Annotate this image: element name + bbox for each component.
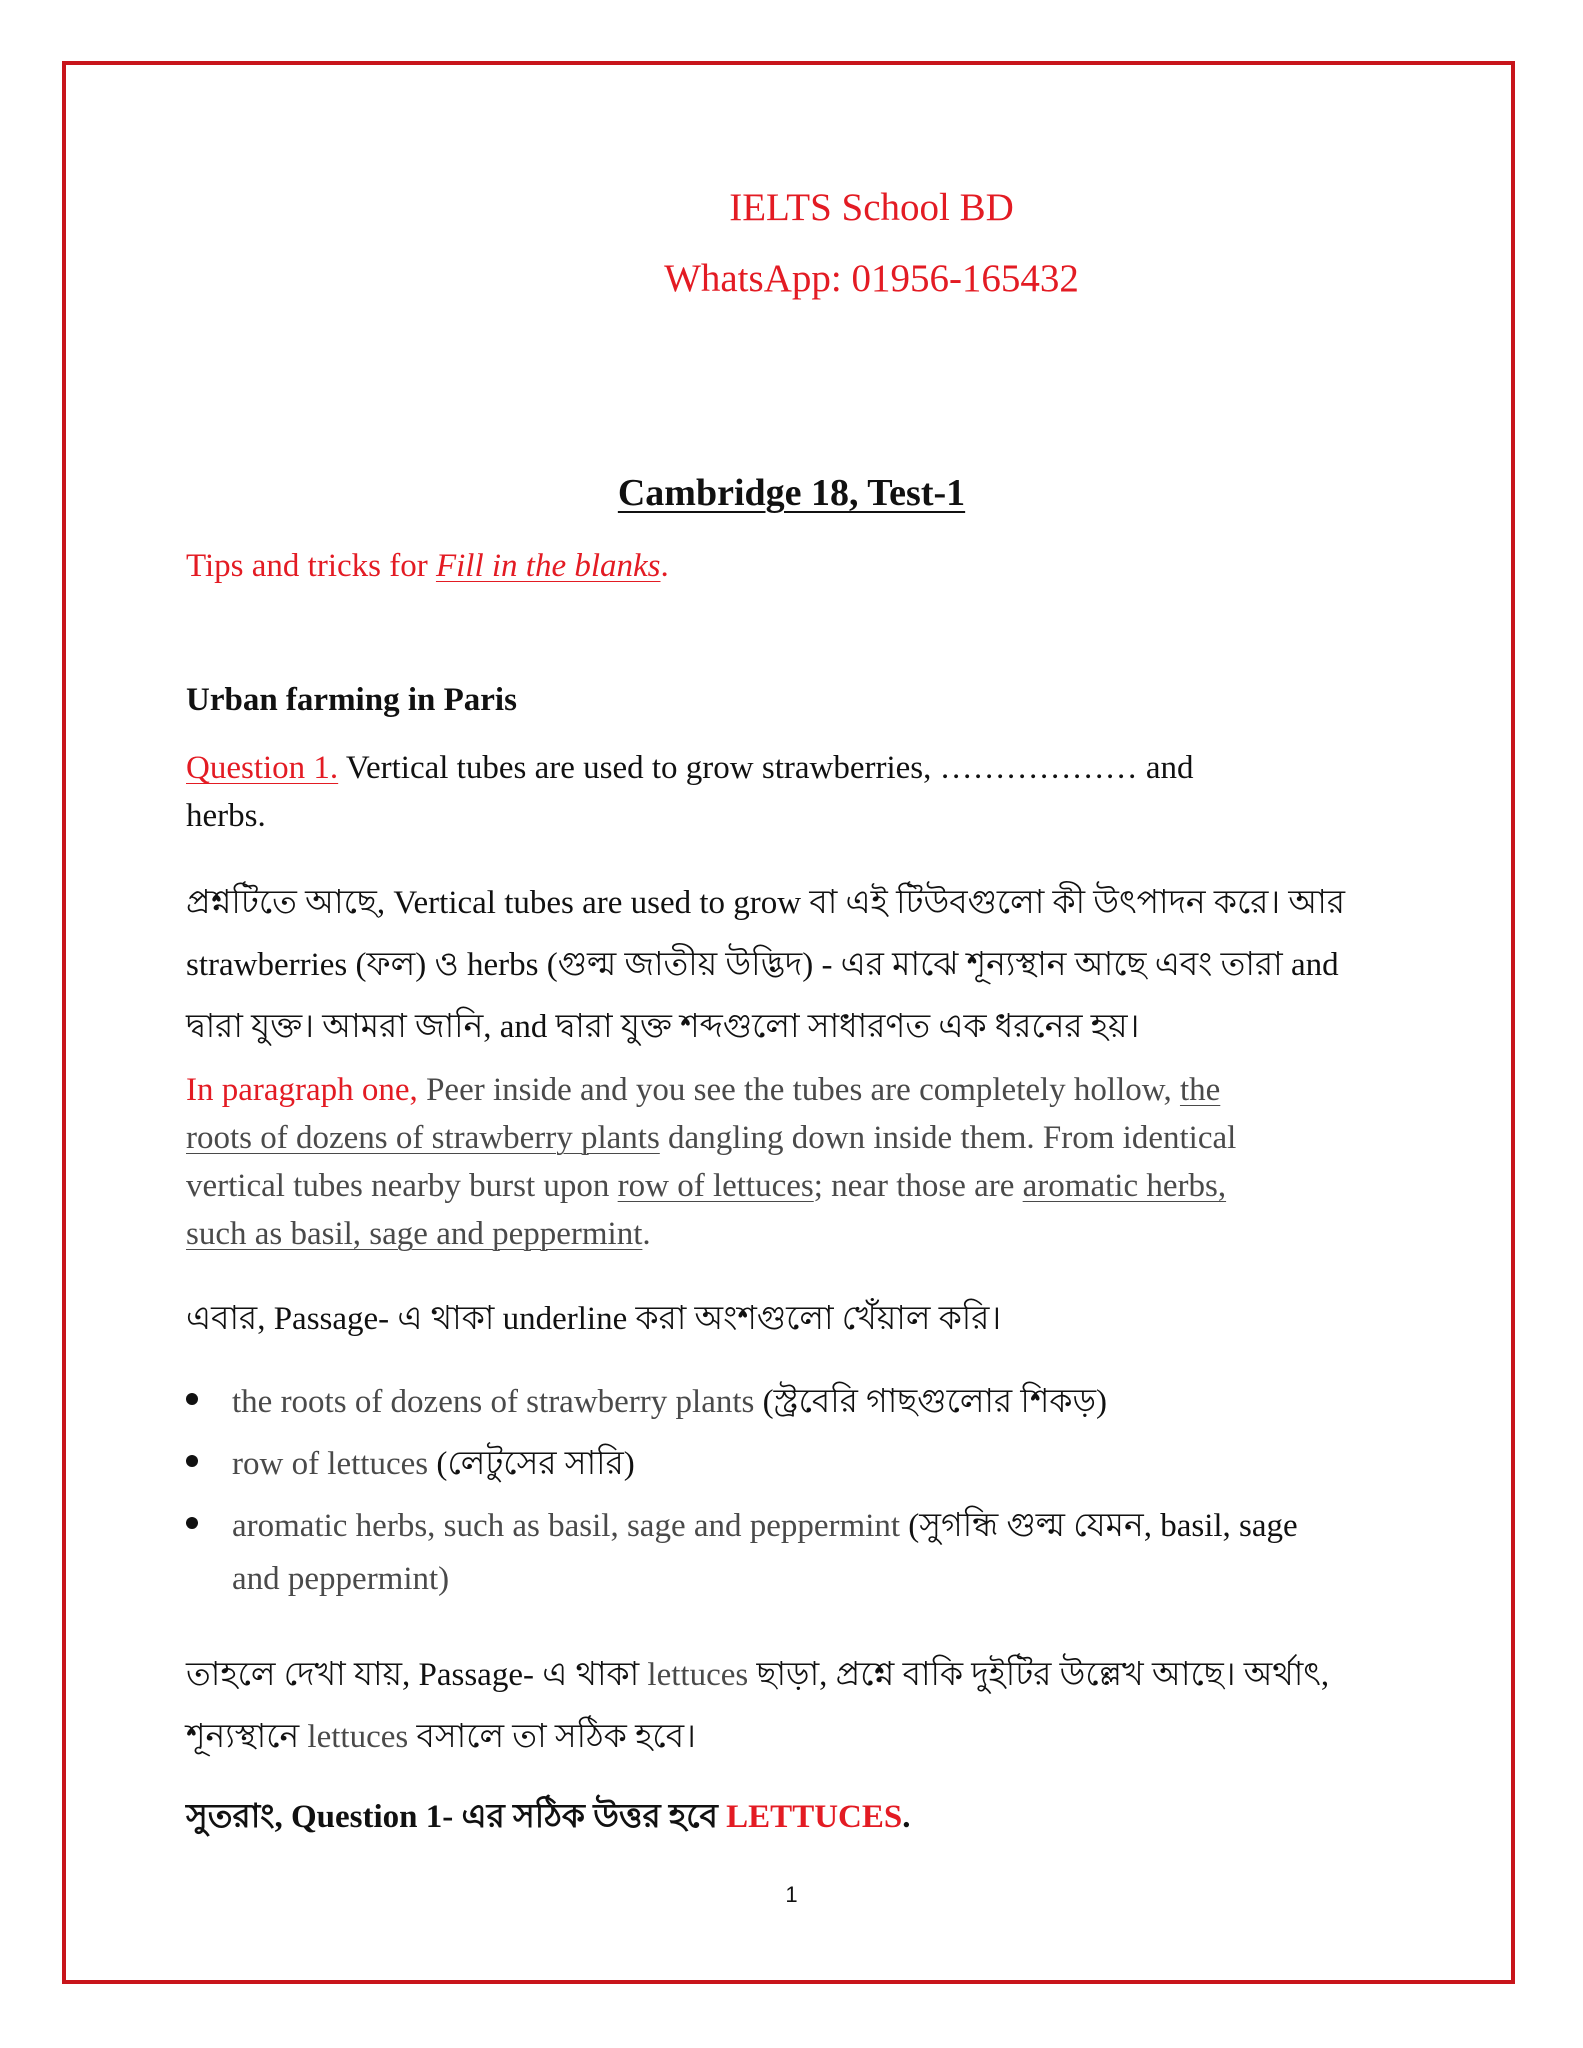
passage-line-4: such as basil, sage and peppermint. [186, 1216, 651, 1252]
page-number: 1 [785, 1882, 798, 1907]
explanation-line-1: প্রশ্নটিতে আছে, Vertical tubes are used to grow বা এই টিউবগুলো কী উৎপাদন করে। আর [186, 885, 1346, 921]
passage-line-3: vertical tubes nearby burst upon row of lettuces; near those are aromatic herbs, [186, 1168, 1227, 1204]
tips-line: Tips and tricks for Fill in the blanks. [186, 548, 669, 584]
answer-line: সুতরাং, Question 1- এর সঠিক উত্তর হবে LETTUCES. [186, 1799, 911, 1835]
question-label: Question 1. [186, 750, 339, 786]
bullet-item-3: aromatic herbs, such as basil, sage and peppermint (সুগন্ধি গুল্ম যেমন, basil, sage [232, 1508, 1298, 1544]
answer-value: LETTUCES [726, 1799, 903, 1835]
page-title: Cambridge 18, Test-1 [617, 472, 966, 514]
underline-note: এবার, Passage- এ থাকা underline করা অংশগুলো খেঁয়াল করি। [186, 1301, 1002, 1337]
whatsapp-contact: WhatsApp: 01956-165432 [664, 257, 1079, 300]
bullet-item-2: row of lettuces (লেটুসের সারি) [232, 1446, 635, 1482]
school-name: IELTS School BD [729, 186, 1014, 229]
bullet-dot [186, 1393, 198, 1405]
passage-line-2: roots of dozens of strawberry plants dangling down inside them. From identical [186, 1120, 1237, 1156]
bullet-dot [186, 1517, 198, 1529]
question-line-1: Question 1. Vertical tubes are used to grow strawberries, ……………… and [186, 750, 1194, 786]
section-heading: Urban farming in Paris [186, 682, 517, 718]
bullet-dot [186, 1455, 198, 1467]
question-line-2: herbs. [186, 798, 266, 834]
passage-label: In paragraph one, [186, 1072, 427, 1108]
conclusion-line-2: শূন্যস্থানে lettuces বসালে তা সঠিক হবে। [186, 1719, 696, 1755]
fill-in-blanks-link[interactable]: Fill in the blanks [435, 548, 661, 584]
bullet-item-3-cont: and peppermint) [232, 1561, 450, 1597]
conclusion-line-1: তাহলে দেখা যায়, Passage- এ থাকা lettuces ছাড়া, প্রশ্নে বাকি দুইটির উল্লেখ আছে। অর্থাৎ, [186, 1657, 1330, 1693]
passage-line-1: In paragraph one, Peer inside and you see the tubes are completely hollow, the [186, 1072, 1221, 1108]
explanation-line-2: strawberries (ফল) ও herbs (গুল্ম জাতীয় উদ্ভিদ) - এর মাঝে শূন্যস্থান আছে এবং তারা and [186, 947, 1339, 983]
explanation-line-3: দ্বারা যুক্ত। আমরা জানি, and দ্বারা যুক্ত শব্দগুলো সাধারণত এক ধরনের হয়। [186, 1009, 1140, 1045]
bullet-item-1: the roots of dozens of strawberry plants (স্ট্রবেরি গাছগুলোর শিকড়) [232, 1384, 1107, 1420]
